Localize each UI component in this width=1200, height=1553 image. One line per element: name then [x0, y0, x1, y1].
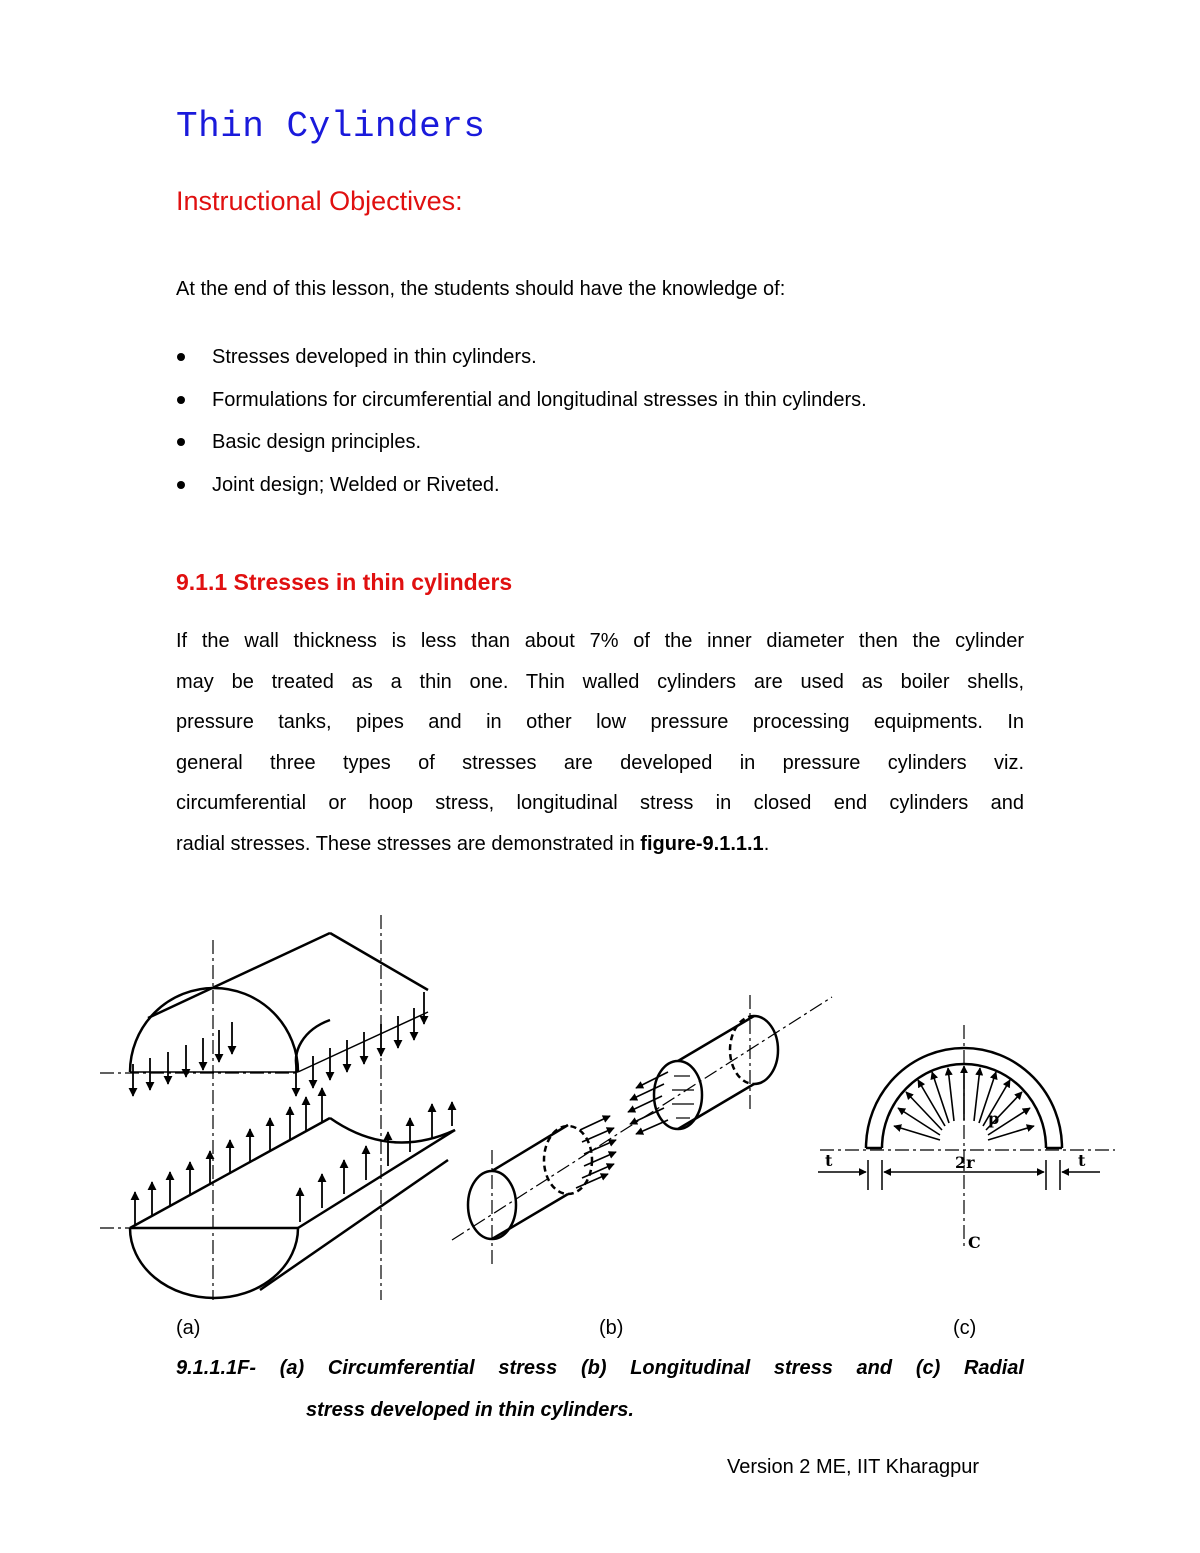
bullet-icon [177, 396, 185, 404]
sub-label-a: (a) [176, 1317, 201, 1339]
diameter-label: 2r [955, 1153, 975, 1172]
figure-caption-line2: stress developed in thin cylinders. [306, 1399, 634, 1421]
sub-label-c: (c) [953, 1317, 977, 1339]
diagram-a [100, 915, 455, 1300]
paragraph-line: radial stresses. These stresses are demonstrated in figure-9.1.1.1. [176, 832, 770, 855]
body-paragraph [176, 621, 1024, 865]
page-footer: Version 2 ME, IIT Kharagpur [727, 1456, 979, 1478]
list-item: Joint design; Welded or Riveted. [176, 470, 867, 513]
diagram-b [452, 995, 832, 1265]
list-item: Formulations for circumferential and longitudinal stresses in thin cylinders. [176, 385, 867, 428]
paragraph-line: If the wall thickness is less than about 7% of the inner diameter then the cylinder [176, 630, 1024, 652]
thickness-label-right: t [1078, 1151, 1086, 1170]
paragraph-line: circumferential or hoop stress, longitudinal stress in closed end cylinders and [176, 792, 1024, 815]
objectives-heading: Instructional Objectives: [176, 186, 463, 216]
diagram-c-labels [825, 1109, 1086, 1252]
figure-reference: figure-9.1.1.1 [640, 832, 764, 855]
figure-caption-line1: 9.1.1.1F- (a) Circumferential stress (b) Longitudinal stress and (c) Radial [176, 1357, 1024, 1379]
diagram-c [818, 1025, 1115, 1250]
paragraph-line: pressure tanks, pipes and in other low pressure processing equipments. In [176, 711, 1024, 734]
paragraph-line: general three types of stresses are developed in pressure cylinders viz. [176, 751, 1024, 774]
list-item: Stresses developed in thin cylinders. [176, 342, 867, 385]
list-item: Basic design principles. [176, 427, 867, 470]
paragraph-line: may be treated as a thin one. Thin walled cylinders are used as boiler shells, [176, 670, 1024, 693]
intro-text: At the end of this lesson, the students should have the knowledge of: [176, 278, 786, 300]
bullet-icon [177, 481, 185, 489]
section-heading: 9.1.1 Stresses in thin cylinders [176, 569, 513, 595]
centerline-label: C [968, 1233, 981, 1252]
pressure-label: p [988, 1109, 1000, 1128]
sub-label-b: (b) [599, 1317, 624, 1339]
bullet-icon [177, 438, 185, 446]
stress-figure [90, 905, 1120, 1315]
bullet-icon [177, 353, 185, 361]
page-title: Thin Cylinders [176, 106, 486, 147]
objectives-list [176, 342, 867, 512]
thickness-label-left: t [825, 1151, 833, 1170]
